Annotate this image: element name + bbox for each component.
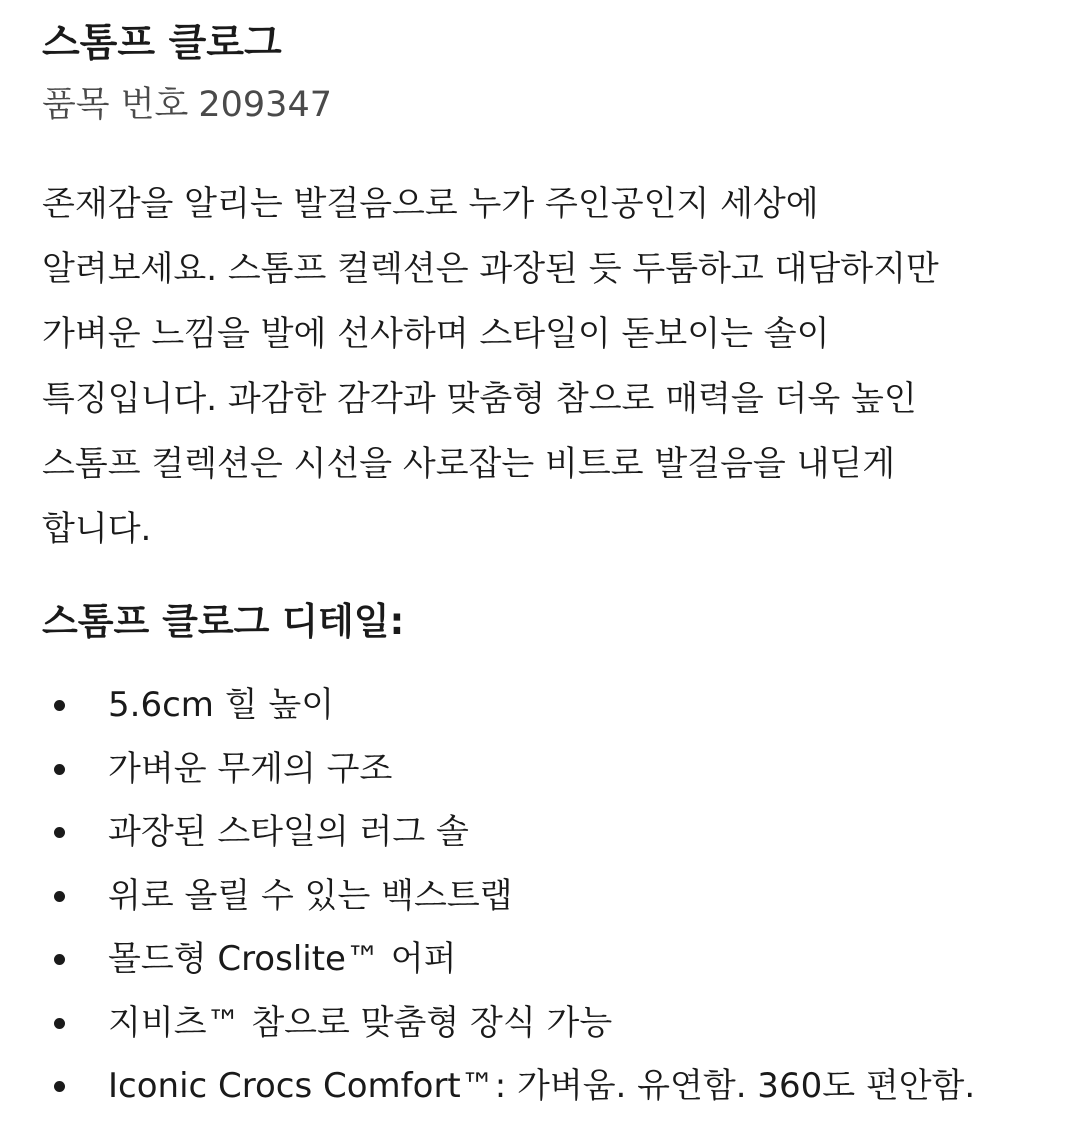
- item-number: [42, 80, 332, 130]
- list-item-text: Iconic Crocs Comfort™: 가벼움. 유연함. 360도 편안함.: [108, 1066, 976, 1106]
- list-item-text: 가벼운 무게의 구조: [108, 748, 393, 789]
- details-list: [42, 674, 1052, 1119]
- bullet-icon: [54, 764, 65, 775]
- description-line: 알려보세요. 스톰프 컬렉션은 과장된 듯 두툼하고 대담하지만: [42, 249, 939, 289]
- list-item: [42, 674, 1052, 738]
- description-line: 스톰프 컬렉션은 시선을 사로잡는 비트로 발걸음을 내딛게: [42, 444, 896, 484]
- description-line: 가벼운 느낌을 발에 선사하며 스타일이 돋보이는 솔이: [42, 314, 830, 354]
- product-description: [42, 172, 1042, 562]
- list-item-text: 과장된 스타일의 러그 솔: [108, 812, 469, 852]
- bullet-icon: [54, 1081, 65, 1092]
- list-item-text: 몰드형 Croslite™ 어퍼: [108, 939, 457, 979]
- list-item: [42, 801, 1052, 865]
- description-line: 존재감을 알리는 발걸음으로 누가 주인공인지 세상에: [42, 184, 819, 224]
- list-item: [42, 992, 1052, 1056]
- bullet-icon: [54, 700, 65, 711]
- bullet-icon: [54, 827, 65, 838]
- bullet-icon: [54, 954, 65, 965]
- list-item: [42, 928, 1052, 992]
- list-item-text: 5.6cm 힐 높이: [108, 685, 335, 725]
- list-item: [42, 1055, 1052, 1119]
- description-line: 특징입니다. 과감한 감각과 맞춤형 참으로 매력을 더욱 높인: [42, 379, 917, 419]
- bullet-icon: [54, 1018, 65, 1029]
- list-item-text: 위로 올릴 수 있는 백스트랩: [108, 875, 513, 916]
- list-item: [42, 865, 1052, 929]
- list-item: [42, 738, 1052, 802]
- item-number-value: 209347: [198, 85, 332, 125]
- list-item-text: 지비츠™ 참으로 맞춤형 장식 가능: [108, 1002, 613, 1043]
- bullet-icon: [54, 891, 65, 902]
- item-number-label: 품목 번호: [42, 85, 189, 125]
- product-title: 스톰프 클로그: [42, 21, 282, 66]
- description-line: 합니다.: [42, 509, 152, 549]
- details-heading: 스톰프 클로그 디테일:: [42, 600, 405, 643]
